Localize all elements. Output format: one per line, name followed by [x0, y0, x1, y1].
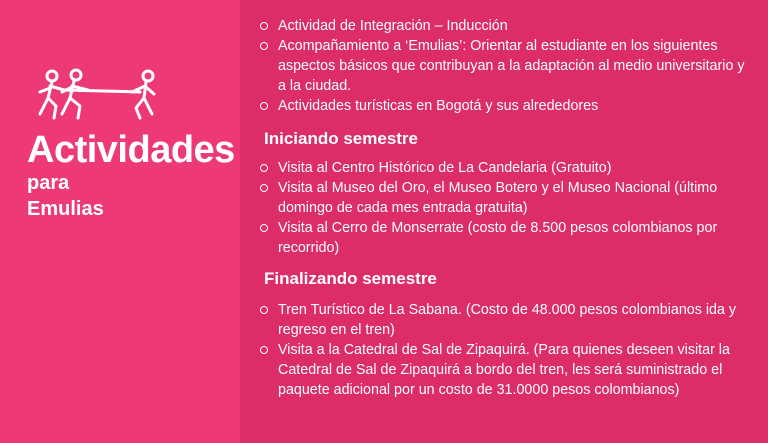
- list-item: Visita al Cerro de Monserrate (costo de 8.500 pesos colombianos por recorrido): [256, 218, 756, 258]
- page-title: [27, 128, 237, 222]
- tug-of-war-icon: [36, 68, 160, 124]
- activities-content: [256, 16, 756, 400]
- left-panel: [0, 0, 240, 443]
- list-item: Actividad de Integración – Inducción: [256, 16, 756, 36]
- iniciando-heading: Iniciando semestre: [264, 129, 419, 148]
- list-item: Visita a la Catedral de Sal de Zipaquirá. (Para quienes deseen visitar la Catedral de Sal de Zipaquirá a bordo del tren, les será suministrado el paquete adicional por un costo de 31.0000 pesos colombianos): [256, 340, 756, 400]
- list-item: Visita al Museo del Oro, el Museo Botero y el Museo Nacional (último domingo de cada mes entrada gratuita): [256, 178, 756, 218]
- intro-list: [256, 16, 756, 116]
- iniciando-list: [256, 158, 756, 258]
- finalizando-heading: Finalizando semestre: [264, 269, 437, 288]
- title-main: Actividades: [27, 129, 235, 171]
- list-item: Visita al Centro Histórico de La Candelaria (Gratuito): [256, 158, 756, 178]
- list-item: Tren Turístico de La Sabana. (Costo de 48.000 pesos colombianos ida y regreso en el tren): [256, 300, 756, 340]
- title-sub-para: para: [27, 172, 70, 194]
- title-sub-emulias: Emulias: [27, 198, 104, 220]
- list-item: Actividades turísticas en Bogotá y sus alrededores: [256, 96, 756, 116]
- finalizando-list: [256, 300, 756, 400]
- list-item: Acompañamiento a ‘Emulias’: Orientar al estudiante en los siguientes aspectos básicos que contribuyan a la adaptación al medio universitario y a la ciudad.: [256, 36, 756, 96]
